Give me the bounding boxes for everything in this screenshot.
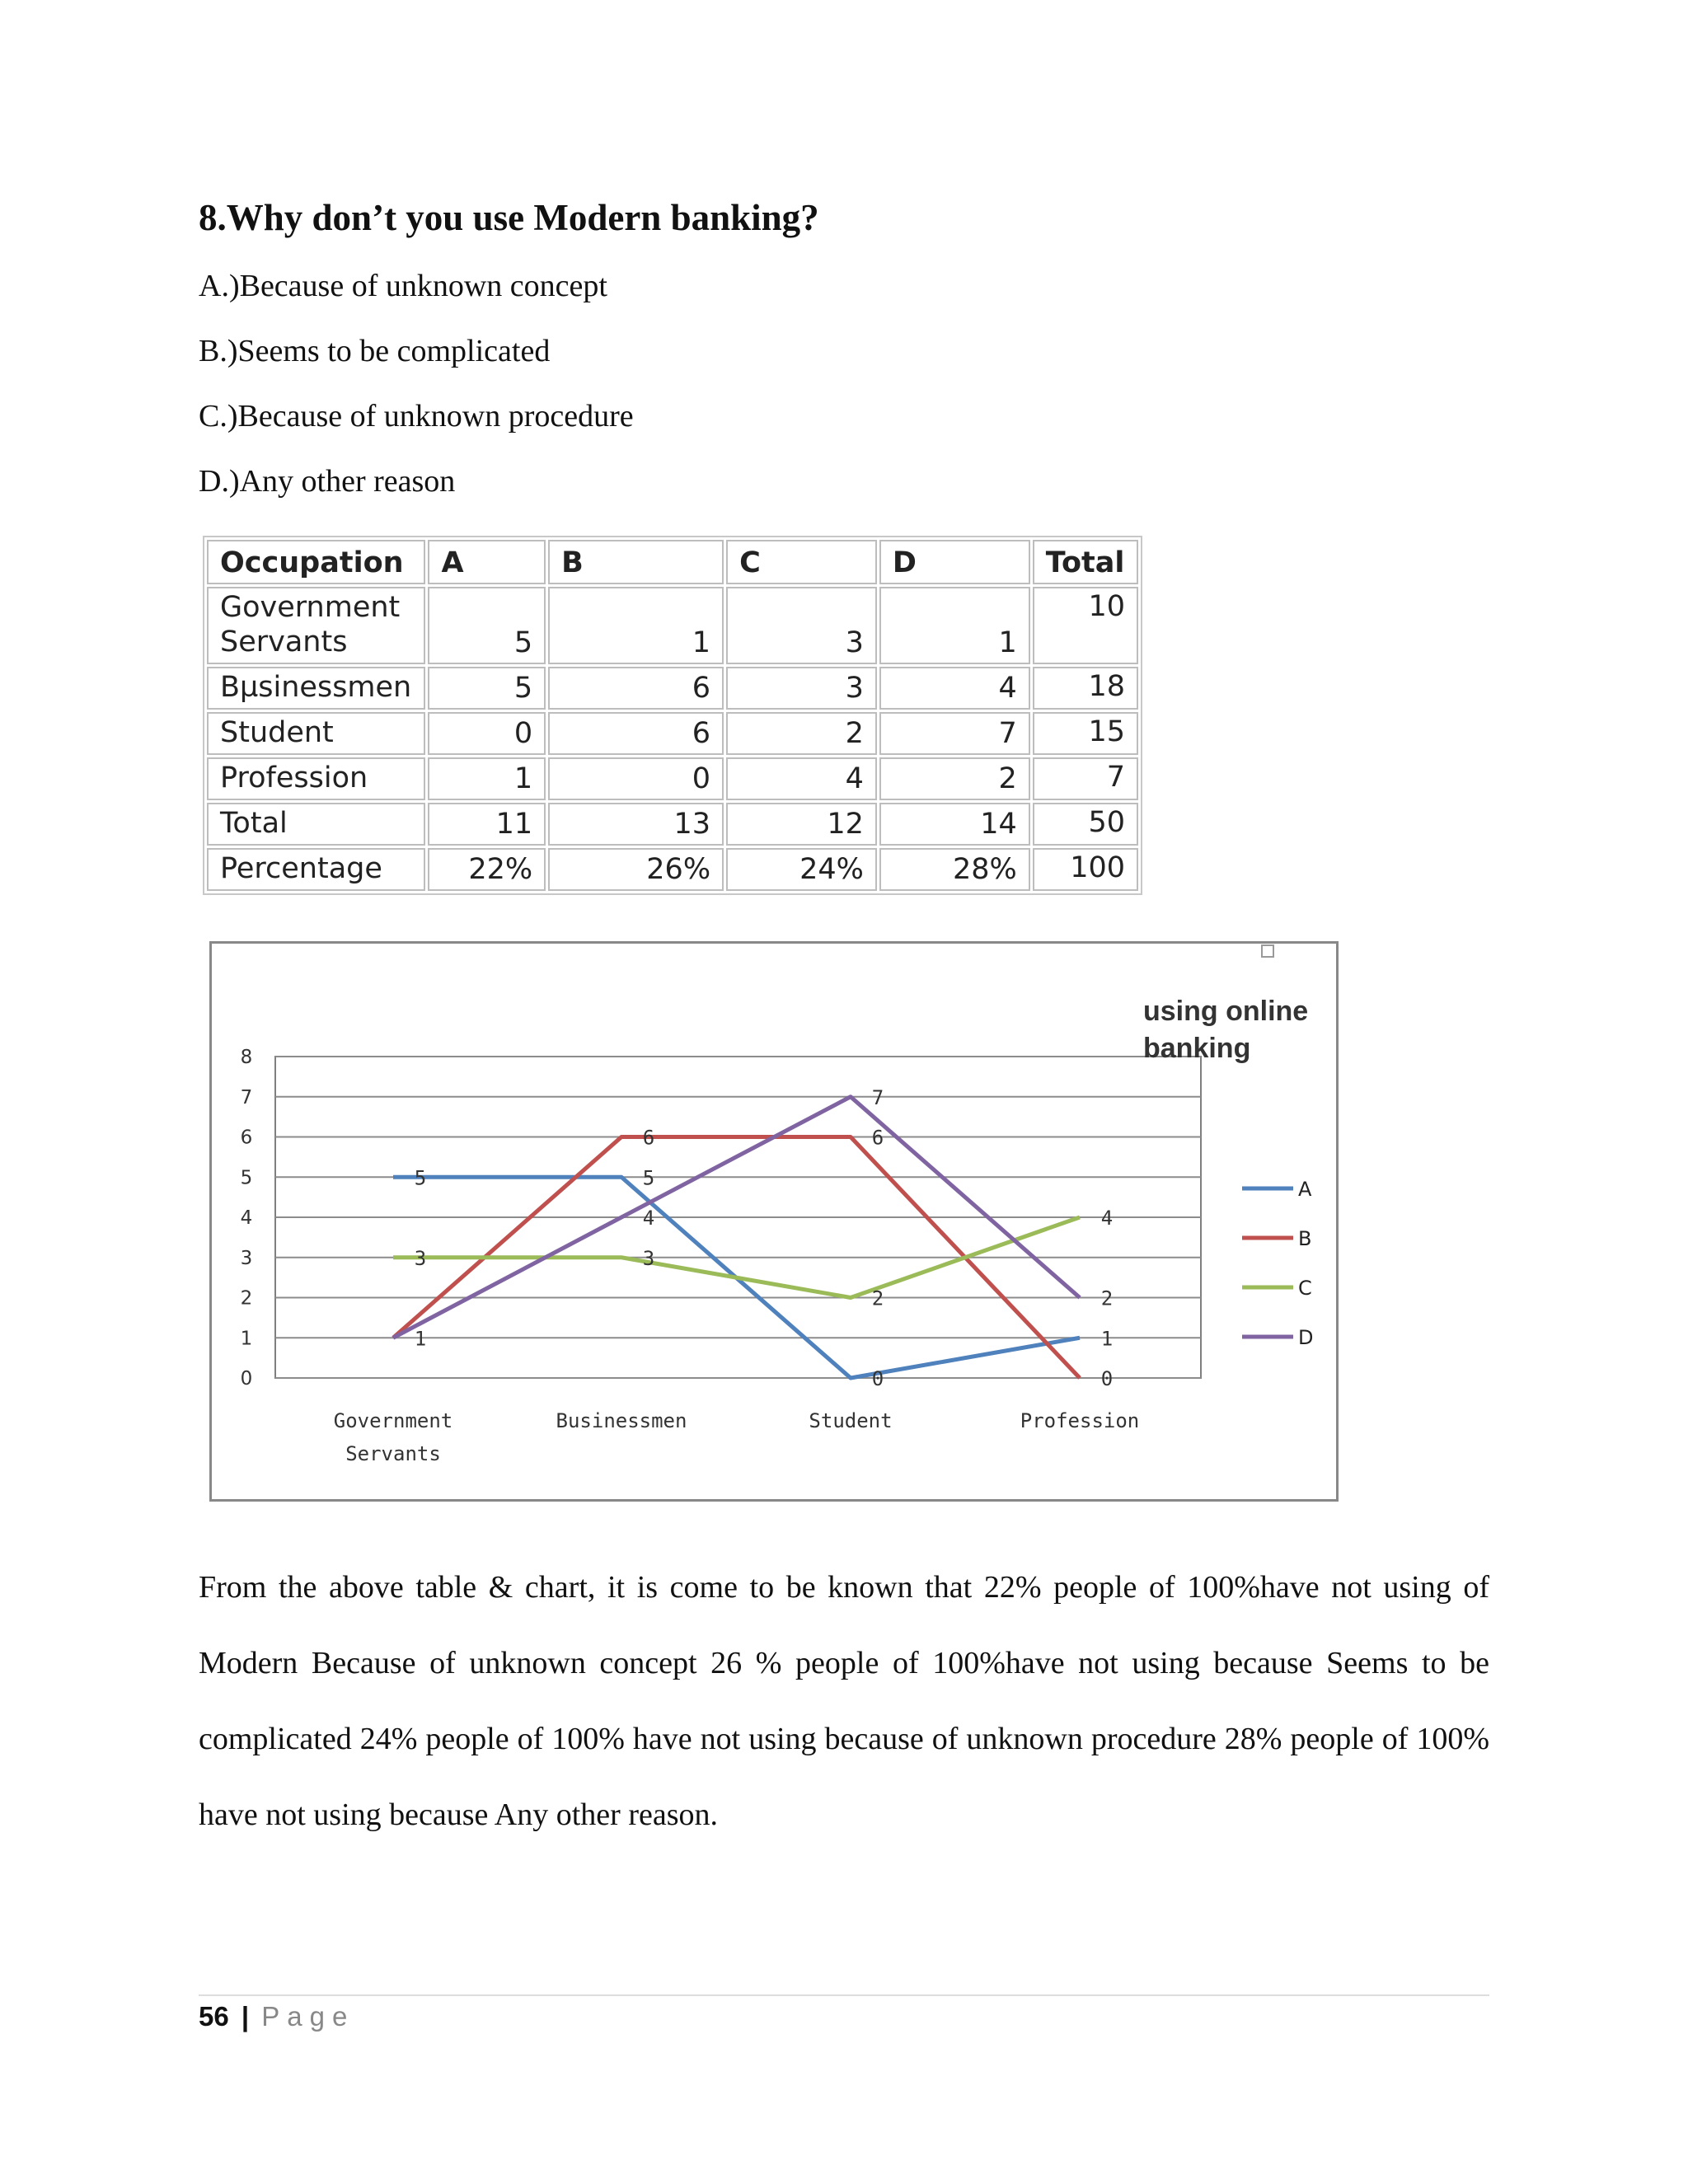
occupation-cell <box>207 587 425 664</box>
value-cell: 5 <box>428 667 546 710</box>
value-cell: 3 <box>726 667 877 710</box>
value-cell: 14 <box>879 803 1030 846</box>
occupation-cell: Profession <box>207 757 425 800</box>
total-cell: 100 <box>1033 848 1138 891</box>
value-cell: 1 <box>548 587 724 664</box>
y-tick-label: 6 <box>240 1127 253 1149</box>
occupation-line: Government <box>220 591 401 624</box>
occupation-cell: Student <box>207 712 425 755</box>
summary-paragraph: From the above table & chart, it is come to be known that 22% people of 100%have not using of Modern Because of unknown concept 26 % people of 100%have not using because Seems to be complicated 24% people of 100% have not using because of unknown procedure 28% people of 100% have not using because Any other reason. <box>199 1570 1489 1832</box>
header-d: D <box>879 540 1030 584</box>
value-cell: 0 <box>548 757 724 800</box>
x-tick-label: Profession <box>1020 1409 1140 1432</box>
y-tick-label: 0 <box>240 1368 253 1390</box>
value-cell: 5 <box>428 587 546 664</box>
resize-handle <box>1262 945 1273 957</box>
table-row <box>207 757 1138 800</box>
page-number: 56 <box>199 2001 229 2032</box>
footer-divider <box>199 1994 1489 1996</box>
value-cell: 24% <box>726 848 877 891</box>
data-label: 1 <box>414 1327 427 1351</box>
y-tick-label: 1 <box>240 1328 253 1350</box>
occupation-cell: Percentage <box>207 848 425 891</box>
table-row <box>207 803 1138 846</box>
value-cell: 11 <box>428 803 546 846</box>
total-cell: 18 <box>1033 667 1138 710</box>
data-label: 2 <box>1100 1286 1114 1310</box>
header-occupation: Occupation <box>207 540 425 584</box>
data-label: 7 <box>871 1085 884 1109</box>
header-c: C <box>726 540 877 584</box>
occupation-line: Servants <box>220 626 348 658</box>
occupation-cell: Bµsinessmen <box>207 667 425 710</box>
data-label: 3 <box>642 1246 655 1270</box>
value-cell: 4 <box>726 757 877 800</box>
total-cell: 15 <box>1033 712 1138 755</box>
total-cell: 7 <box>1033 757 1138 800</box>
value-cell: 3 <box>726 587 877 664</box>
legend-label-c: C <box>1298 1277 1312 1300</box>
value-cell: 28% <box>879 848 1030 891</box>
y-tick-label: 2 <box>240 1287 253 1310</box>
y-tick-label: 3 <box>240 1247 253 1269</box>
data-label: 6 <box>642 1126 655 1150</box>
question-title: 8.Why don’t you use Modern banking? <box>199 197 819 238</box>
data-label: 1 <box>1100 1327 1114 1351</box>
header-b: B <box>548 540 724 584</box>
value-cell: 7 <box>879 712 1030 755</box>
value-cell: 26% <box>548 848 724 891</box>
header-total: Total <box>1033 540 1138 584</box>
data-label: 5 <box>414 1166 427 1190</box>
occupation-cell: Total <box>207 803 425 846</box>
header-a: A <box>428 540 546 584</box>
data-label: 2 <box>871 1286 884 1310</box>
table-row <box>207 667 1138 710</box>
table-row <box>207 848 1138 891</box>
y-tick-label: 5 <box>240 1167 253 1189</box>
value-cell: 6 <box>548 712 724 755</box>
value-cell: 4 <box>879 667 1030 710</box>
line-chart-svg <box>212 944 1336 1499</box>
option-d: D.)Any other reason <box>199 464 456 499</box>
value-cell: 6 <box>548 667 724 710</box>
line-chart <box>209 941 1339 1502</box>
table-row <box>207 587 1138 664</box>
data-label: 3 <box>414 1246 427 1270</box>
data-label: 5 <box>642 1166 655 1190</box>
table-header-row <box>207 540 1138 584</box>
y-tick-label: 7 <box>240 1086 253 1108</box>
legend-label-d: D <box>1298 1326 1314 1349</box>
x-tick-label: Student <box>809 1409 893 1432</box>
x-tick-label: Government <box>333 1409 453 1432</box>
value-cell: 2 <box>726 712 877 755</box>
data-label: 0 <box>1100 1367 1114 1390</box>
value-cell: 0 <box>428 712 546 755</box>
data-label: 4 <box>642 1207 655 1230</box>
option-a: A.)Because of unknown concept <box>199 269 607 303</box>
total-cell: 10 <box>1033 587 1138 664</box>
total-cell: 50 <box>1033 803 1138 846</box>
data-label: 6 <box>871 1126 884 1150</box>
data-label: 0 <box>871 1367 884 1390</box>
occupation-table <box>204 537 1141 893</box>
value-cell: 22% <box>428 848 546 891</box>
value-cell: 13 <box>548 803 724 846</box>
chart-title: using online <box>1143 996 1309 1027</box>
chart-title: banking <box>1143 1033 1251 1064</box>
value-cell: 1 <box>879 587 1030 664</box>
value-cell: 1 <box>428 757 546 800</box>
legend-label-b: B <box>1298 1227 1312 1250</box>
table-row <box>207 712 1138 755</box>
y-tick-label: 8 <box>240 1047 253 1068</box>
legend-label-a: A <box>1298 1178 1312 1201</box>
value-cell: 12 <box>726 803 877 846</box>
value-cell: 2 <box>879 757 1030 800</box>
y-tick-label: 4 <box>240 1207 253 1229</box>
page-label: Page <box>261 2001 355 2032</box>
data-label: 4 <box>1100 1207 1114 1230</box>
page-footer <box>199 2001 354 2032</box>
x-tick-label: Businessmen <box>556 1409 687 1432</box>
option-c: C.)Because of unknown procedure <box>199 399 634 434</box>
footer-separator: | <box>241 2001 250 2032</box>
option-b: B.)Seems to be complicated <box>199 334 551 368</box>
x-tick-label: Servants <box>345 1442 441 1465</box>
